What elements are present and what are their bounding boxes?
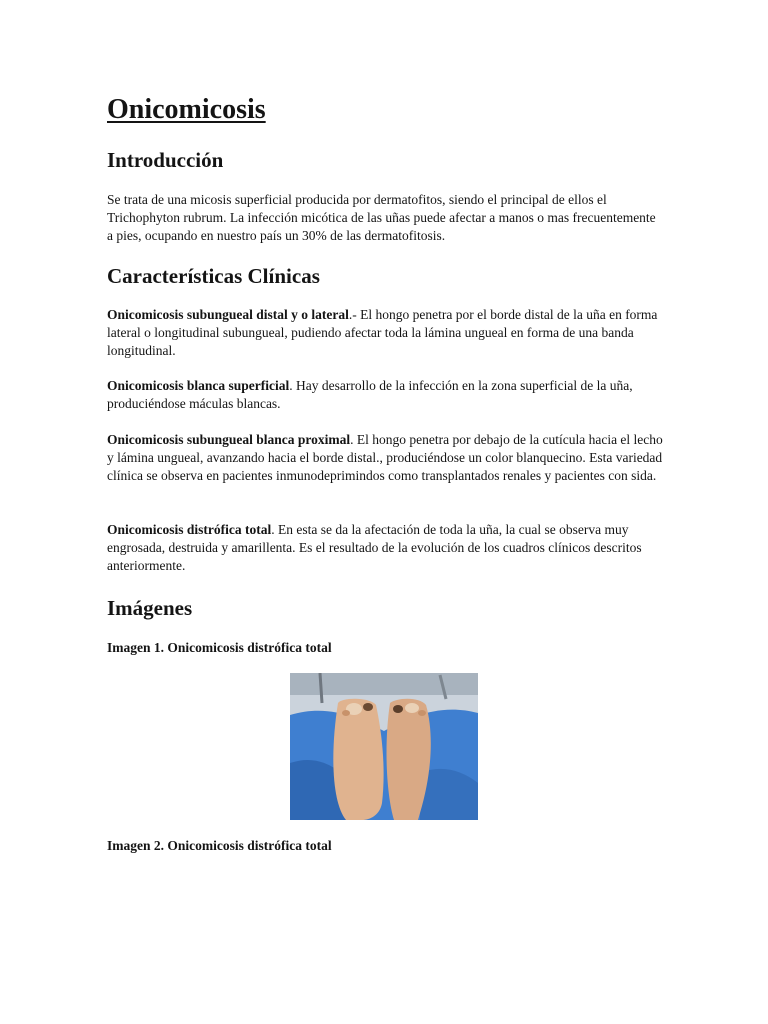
clinical-paragraph-2 (107, 377, 663, 413)
clinical-text-2: . Hay desarrollo de la infección en la zona superficial de la uña, produciéndose máculas blancas. (107, 378, 633, 411)
clinical-heading: Características Clínicas (107, 264, 320, 288)
clinical-term-1: Onicomicosis subungueal distal y o lateral (107, 307, 349, 322)
photo-left-foot (333, 699, 383, 820)
clinical-text-1: .- El hongo penetra por el borde distal de la uña en forma lateral o longitudinal subungueal, pudiendo afectar toda la lámina ungueal en forma de una banda longitudinal. (107, 307, 658, 358)
photo-chair-leg (320, 673, 322, 703)
intro-paragraph: Se trata de una micosis superficial producida por dermatofitos, siendo el principal de ellos el Trichophyton rubrum. La infección micótica de las uñas puede afectar a manos o mas frecuentemente a pies, ocupando en nuestro país un 30% de las dermatofitosis. (107, 192, 656, 243)
image-2-caption: Imagen 2. Onicomicosis distrófica total (107, 838, 332, 853)
image-1-caption: Imagen 1. Onicomicosis distrófica total (107, 640, 332, 655)
clinical-paragraph-3 (107, 431, 663, 485)
intro-heading: Introducción (107, 148, 224, 172)
photo-floor (290, 673, 478, 695)
feet-photo (290, 673, 478, 820)
photo-toenail (418, 710, 426, 716)
clinical-text-3: . El hongo penetra por debajo de la cutícula hacia el lecho y lámina ungueal, avanzando hacia el borde distal., produciéndose un color blanquecino. Esta variedad clínica se observa en pacientes inmunodeprimindos como transplantados renales y pacientes con sida. (107, 432, 663, 483)
clinical-term-2: Onicomicosis blanca superficial (107, 378, 290, 393)
clinical-term-4: Onicomicosis distrófica total (107, 522, 272, 537)
feet-photo-illustration (290, 673, 478, 820)
document-title: Onicomicosis (107, 94, 266, 125)
clinical-paragraph-4 (107, 521, 663, 575)
photo-toenail (363, 703, 373, 711)
images-heading: Imágenes (107, 596, 193, 620)
clinical-text-4: . En esta se da la afectación de toda la uña, la cual se observa muy engrosada, destruida y amarillenta. Es el resultado de la evolución de los cuadros clínicos descritos anteriormente. (107, 522, 642, 573)
clinical-term-3: Onicomicosis subungueal blanca proximal (107, 432, 351, 447)
photo-toenail (393, 705, 403, 713)
photo-toenail (405, 703, 419, 713)
photo-toenail (342, 710, 350, 716)
clinical-paragraph-1 (107, 306, 663, 360)
